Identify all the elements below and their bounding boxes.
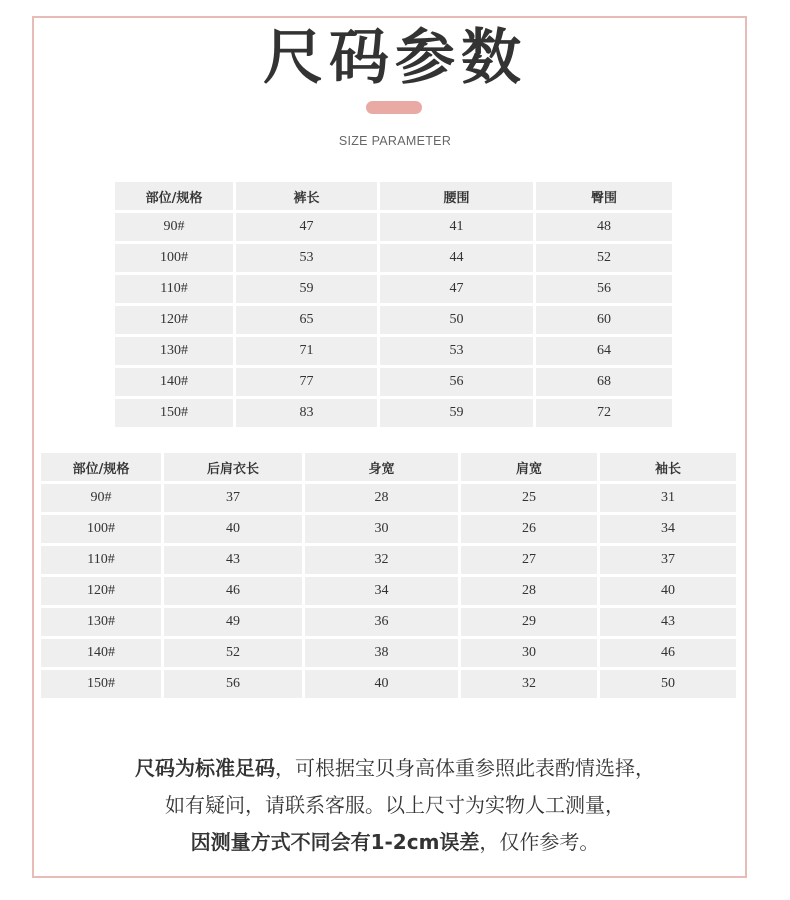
- title-accent-bar: [366, 101, 422, 114]
- measurement-cell: 65: [236, 306, 377, 334]
- column-header: 肩宽: [461, 453, 597, 481]
- measurement-cell: 72: [536, 399, 672, 427]
- column-header: 袖长: [600, 453, 736, 481]
- measurement-cell: 56: [536, 275, 672, 303]
- pants-size-table: [115, 182, 672, 427]
- measurement-cell: 50: [380, 306, 533, 334]
- note-line-3-bold: 因测量方式不同会有1-2cm误差: [190, 830, 480, 854]
- measurement-cell: 40: [600, 577, 736, 605]
- measurement-cell: 44: [380, 244, 533, 272]
- column-header: 身宽: [305, 453, 458, 481]
- column-header: 臀围: [536, 182, 672, 210]
- size-label-cell: 130#: [115, 337, 233, 365]
- measurement-cell: 53: [236, 244, 377, 272]
- measurement-cell: 36: [305, 608, 458, 636]
- column-header: 后肩衣长: [164, 453, 302, 481]
- size-label-cell: 120#: [115, 306, 233, 334]
- measurement-cell: 71: [236, 337, 377, 365]
- measurement-cell: 59: [380, 399, 533, 427]
- measurement-cell: 52: [164, 639, 302, 667]
- measurement-cell: 30: [305, 515, 458, 543]
- measurement-cell: 37: [600, 546, 736, 574]
- measurement-cell: 29: [461, 608, 597, 636]
- measurement-cell: 30: [461, 639, 597, 667]
- measurement-cell: 34: [600, 515, 736, 543]
- measurement-cell: 40: [305, 670, 458, 698]
- measurement-cell: 47: [236, 213, 377, 241]
- measurement-cell: 52: [536, 244, 672, 272]
- note-line-1: [0, 750, 790, 787]
- measurement-cell: 53: [380, 337, 533, 365]
- page-subtitle: SIZE PARAMETER: [338, 134, 452, 148]
- measurement-cell: 64: [536, 337, 672, 365]
- column-header: 部位/规格: [115, 182, 233, 210]
- measurement-cell: 26: [461, 515, 597, 543]
- measurement-cell: 83: [236, 399, 377, 427]
- size-label-cell: 130#: [41, 608, 161, 636]
- note-line-3: [0, 824, 790, 861]
- measurement-cell: 28: [305, 484, 458, 512]
- measurement-cell: 28: [461, 577, 597, 605]
- measurement-cell: 32: [305, 546, 458, 574]
- size-label-cell: 90#: [115, 213, 233, 241]
- measurement-cell: 34: [305, 577, 458, 605]
- measurement-cell: 77: [236, 368, 377, 396]
- measurement-cell: 56: [380, 368, 533, 396]
- measurement-cell: 56: [164, 670, 302, 698]
- measurement-cell: 31: [600, 484, 736, 512]
- size-label-cell: 140#: [115, 368, 233, 396]
- measurement-cell: 27: [461, 546, 597, 574]
- note-line-2: 如有疑问，请联系客服。以上尺寸为实物人工测量，: [165, 793, 625, 817]
- top-size-table: [41, 453, 736, 698]
- measurement-cell: 41: [380, 213, 533, 241]
- measurement-cell: 50: [600, 670, 736, 698]
- measurement-cell: 40: [164, 515, 302, 543]
- measurement-cell: 37: [164, 484, 302, 512]
- note-line-1-rest: ，可根据宝贝身高体重参照此表酌情选择，: [275, 756, 655, 780]
- size-label-cell: 100#: [115, 244, 233, 272]
- measurement-cell: 32: [461, 670, 597, 698]
- column-header: 腰围: [380, 182, 533, 210]
- measurement-cell: 68: [536, 368, 672, 396]
- measurement-cell: 43: [600, 608, 736, 636]
- measurement-cell: 43: [164, 546, 302, 574]
- measurement-cell: 59: [236, 275, 377, 303]
- note-line-3-rest: ，仅作参考。: [479, 830, 600, 854]
- measurement-cell: 60: [536, 306, 672, 334]
- size-label-cell: 110#: [115, 275, 233, 303]
- measurement-cell: 46: [600, 639, 736, 667]
- measurement-cell: 48: [536, 213, 672, 241]
- size-label-cell: 100#: [41, 515, 161, 543]
- measurement-cell: 38: [305, 639, 458, 667]
- size-label-cell: 90#: [41, 484, 161, 512]
- size-label-cell: 150#: [41, 670, 161, 698]
- column-header: 裤长: [236, 182, 377, 210]
- column-header: 部位/规格: [41, 453, 161, 481]
- size-label-cell: 150#: [115, 399, 233, 427]
- size-label-cell: 110#: [41, 546, 161, 574]
- size-label-cell: 140#: [41, 639, 161, 667]
- measurement-cell: 46: [164, 577, 302, 605]
- measurement-cell: 49: [164, 608, 302, 636]
- size-label-cell: 120#: [41, 577, 161, 605]
- note-line-1-bold: 尺码为标准足码: [135, 756, 275, 780]
- measurement-cell: 25: [461, 484, 597, 512]
- page-title: 尺码参数: [263, 23, 527, 93]
- measurement-cell: 47: [380, 275, 533, 303]
